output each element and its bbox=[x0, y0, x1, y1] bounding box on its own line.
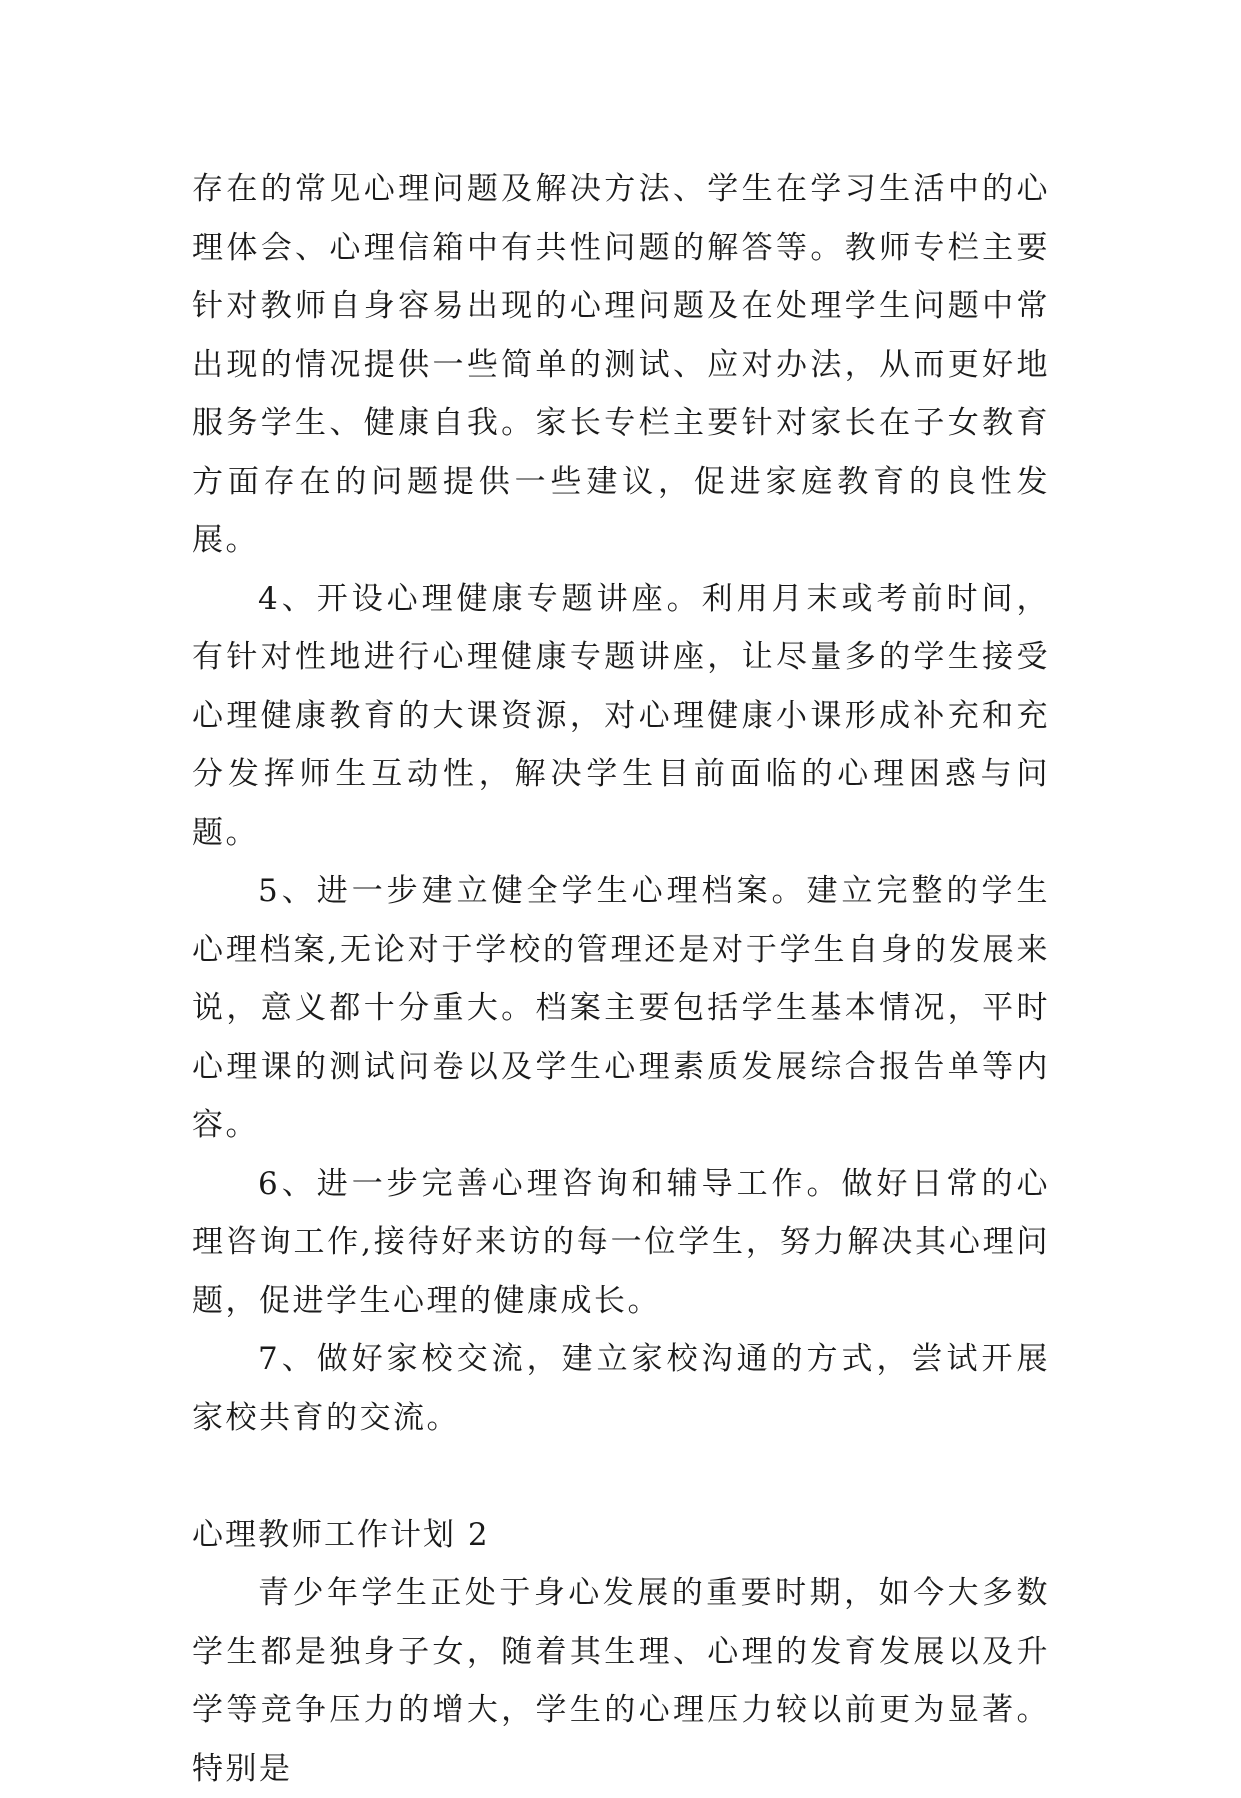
paragraph-item-4: 4、开设心理健康专题讲座。利用月末或考前时间，有针对性地进行心理健康专题讲座，让尽量多的学生接受心理健康教育的大课资源，对心理健康小课形成补充和充分发挥师生互动性，解决学生目前面临的心理困惑与问题。 bbox=[192, 580, 1050, 851]
document-body bbox=[192, 160, 1050, 1798]
paragraph-section-intro: 青少年学生正处于身心发展的重要时期，如今大多数学生都是独身子女，随着其生理、心理的发育发展以及升学等竞争压力的增大，学生的心理压力较以前更为显著。特别是 bbox=[192, 1575, 1050, 1787]
section-spacer bbox=[192, 1447, 1050, 1506]
paragraph-item-6: 6、进一步完善心理咨询和辅导工作。做好日常的心理咨询工作,接待好来访的每一位学生，努力解决其心理问题，促进学生心理的健康成长。 bbox=[192, 1165, 1050, 1319]
paragraph-item-5: 5、进一步建立健全学生心理档案。建立完整的学生心理档案,无论对于学校的管理还是对于学生自身的发展来说，意义都十分重大。档案主要包括学生基本情况，平时心理课的测试问卷以及学生心理素质发展综合报告单等内容。 bbox=[192, 873, 1050, 1143]
paragraph-continuation: 存在的常见心理问题及解决方法、学生在学习生活中的心理体会、心理信箱中有共性问题的解答等。教师专栏主要针对教师自身容易出现的心理问题及在处理学生问题中常出现的情况提供一些简单的测试、应对办法，从而更好地服务学生、健康自我。家长专栏主要针对家长在子女教育方面存在的问题提供一些建议，促进家庭教育的良性发展。 bbox=[192, 171, 1050, 558]
paragraph-item-7: 7、做好家校交流，建立家校沟通的方式，尝试开展家校共育的交流。 bbox=[192, 1341, 1050, 1436]
section-heading: 心理教师工作计划 2 bbox=[192, 1516, 490, 1553]
